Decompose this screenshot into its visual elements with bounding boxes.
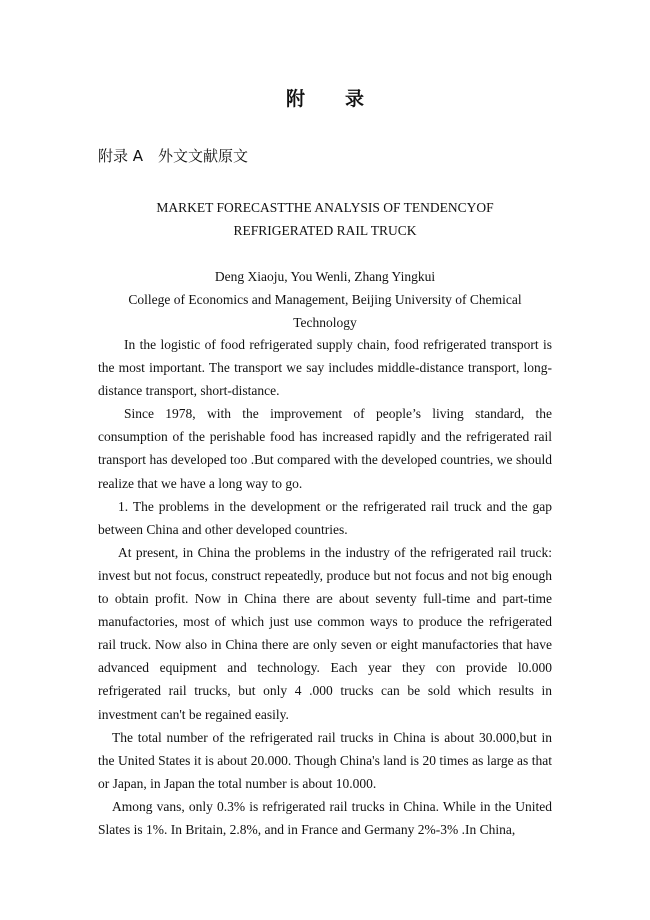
author-names: Deng Xiaoju, You Wenli, Zhang Yingkui [214,269,436,284]
paragraph-4: At present, in China the problems in the industry of the refrigerated rail truck: invest but not focus, construct repeatedly, produce but not focus and not big enough to obtain profit. Now in China there are about seventy full-time and part-time manufactories, most of which just use common ways to produce the refrigerated rail truck. Now also in China there are only seven or eight manufactories that have advanced equipment and technology. Each year they con provide l0.000 refrigerated rail trucks, but only 4 .000 trucks can be sold which results in investment can't be regained easily. [98,544,552,722]
paragraph-5: The total number of the refrigerated rail trucks in China is about 30.000,but in the United States it is about 20.000. Though China's land is 20 times as large as that or Japan, in Japan the total number is about 10.000. [98,729,552,791]
paragraph-2: Since 1978, with the improvement of people’s living standard, the consumption of the perishable food has increased rapidly and the refrigerated rail transport has developed too .But compared with the developed countries, we should realize that we have a long way to go. [98,406,552,491]
body-text [98,333,552,841]
page-title [0,84,650,111]
paper-title-line-2: REFRIGERATED RAIL TRUCK [233,223,417,238]
paragraph-6: Among vans, only 0.3% is refrigerated rail trucks in China. While in the United Slates is 1%. In Britain, 2.8%, and in France and Germany 2%-3% .In China, [98,798,552,837]
page-title-char-1: 附 [285,88,305,110]
paragraph-3: 1. The problems in the development or the refrigerated rail truck and the gap between China and other developed countries. [98,498,552,537]
appendix-heading: 附录 A 外文文献原文 [98,147,249,165]
paper-title-line-1: MARKET FORECASTTHE ANALYSIS OF TENDENCYOF [156,200,494,215]
author-affiliation: College of Economics and Management, Beijing University of Chemical Technology [128,292,522,330]
page-title-char-2: 录 [345,88,365,110]
paragraph-1: In the logistic of food refrigerated supply chain, food refrigerated transport is the most important. The transport we say includes middle-distance transport, long-distance transport, short-distance. [98,337,552,399]
author-block [98,265,552,334]
paper-title [98,196,552,242]
